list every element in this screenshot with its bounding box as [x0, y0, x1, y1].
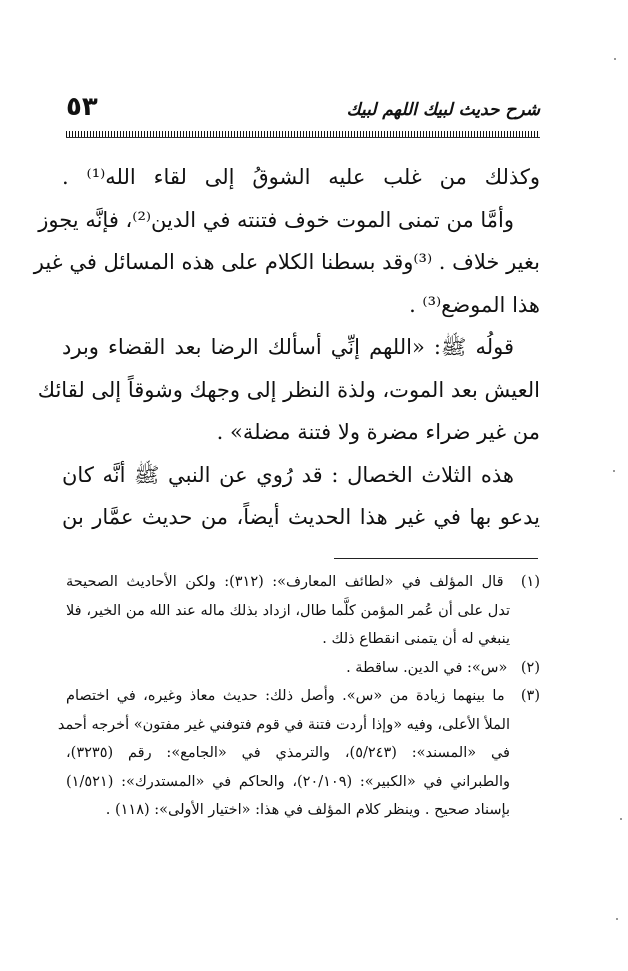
footnote-1-line: تدل على أن عُمر المؤمن كلَّما طال، ازداد بذلك ماله عند الله من الخير، فلا — [66, 602, 510, 619]
footnote-separator — [334, 558, 538, 559]
text-line: هذه الثلاث الخصال : قد رُوي عن النبي ﷺ أنَّه كان — [62, 462, 514, 487]
footnote-number: (١) — [520, 574, 540, 590]
scan-speck — [613, 470, 615, 472]
scan-speck — [620, 818, 622, 820]
main-text — [33, 156, 541, 539]
page-header — [66, 92, 540, 126]
text-line: قولُه ﷺ: «اللهم إنِّي أسألك الرضا بعد القضاء وبرد — [62, 335, 514, 359]
text-line: بغير خلاف . ⁽³⁾وقد بسطنا الكلام على هذه المسائل في غير — [33, 250, 540, 274]
footnotes — [57, 568, 541, 825]
footnote-number: (٣) — [520, 688, 541, 704]
footnote-1-line — [66, 568, 540, 597]
scan-speck — [614, 58, 616, 60]
text-line: يدعو بها في غير هذا الحديث أيضاً، من حديث عمَّار بن — [62, 505, 540, 529]
footnote-1-line: ينبغي له أن يتمنى انقطاع ذلك . — [322, 631, 510, 647]
footnote-3-line: بإسناد صحيح . وينظر كلام المؤلف في هذا: «اختيار الأولى»: (١١٨) . — [105, 802, 510, 818]
text-line: هذا الموضع⁽³⁾ . — [409, 292, 540, 317]
footnote-text: «س»: في الدين. ساقطة . — [346, 659, 508, 676]
text-line: وكذلك من غلب عليه الشوقُ إلى لقاء الله⁽¹⁾ . — [62, 165, 541, 189]
footnote-number: (٢) — [520, 659, 540, 676]
text-line: وأمَّا من تمنى الموت خوف فتنته في الدين⁽²⁾، فإنَّه يجوز — [38, 207, 514, 232]
footnote-text: قال المؤلف في «لطائف المعارف»: (٣١٢): ولكن الأحاديث الصحيحة — [66, 574, 504, 590]
footnote-3-line: في «المسند»: (٥/٢٤٣)، والترمذي في «الجامع»: رقم (٣٢٣٥)، — [66, 745, 510, 761]
text-line: العيش بعد الموت، ولذة النظر إلى وجهك وشوقاً إلى لقائك — [37, 377, 540, 402]
scan-speck — [616, 918, 618, 920]
header-rule-line — [66, 137, 540, 138]
footnote-3-line: والطبراني في «الكبير»: (٢٠/١٠٩)، والحاكم في «المستدرك»: (١/٥٢١) — [66, 773, 510, 790]
text-line: من غير ضراء مضرة ولا فتنة مضلة» . — [216, 420, 540, 444]
page-number: ٥٣ — [66, 92, 98, 122]
footnote-3-line — [66, 682, 540, 711]
running-title: شرح حديث لبيك اللهم لبيك — [346, 100, 540, 120]
footnote-3-line: الملأ الأعلى، وفيه «وإذا أردت فتنة في قوم فتوفني غير مفتون» أخرجه أحمد — [57, 716, 510, 733]
footnote-2-line — [66, 654, 540, 683]
footnote-text: ما بينهما زيادة من «س». وأصل ذلك: حديث معاذ وغيره، في اختصام — [66, 688, 505, 704]
